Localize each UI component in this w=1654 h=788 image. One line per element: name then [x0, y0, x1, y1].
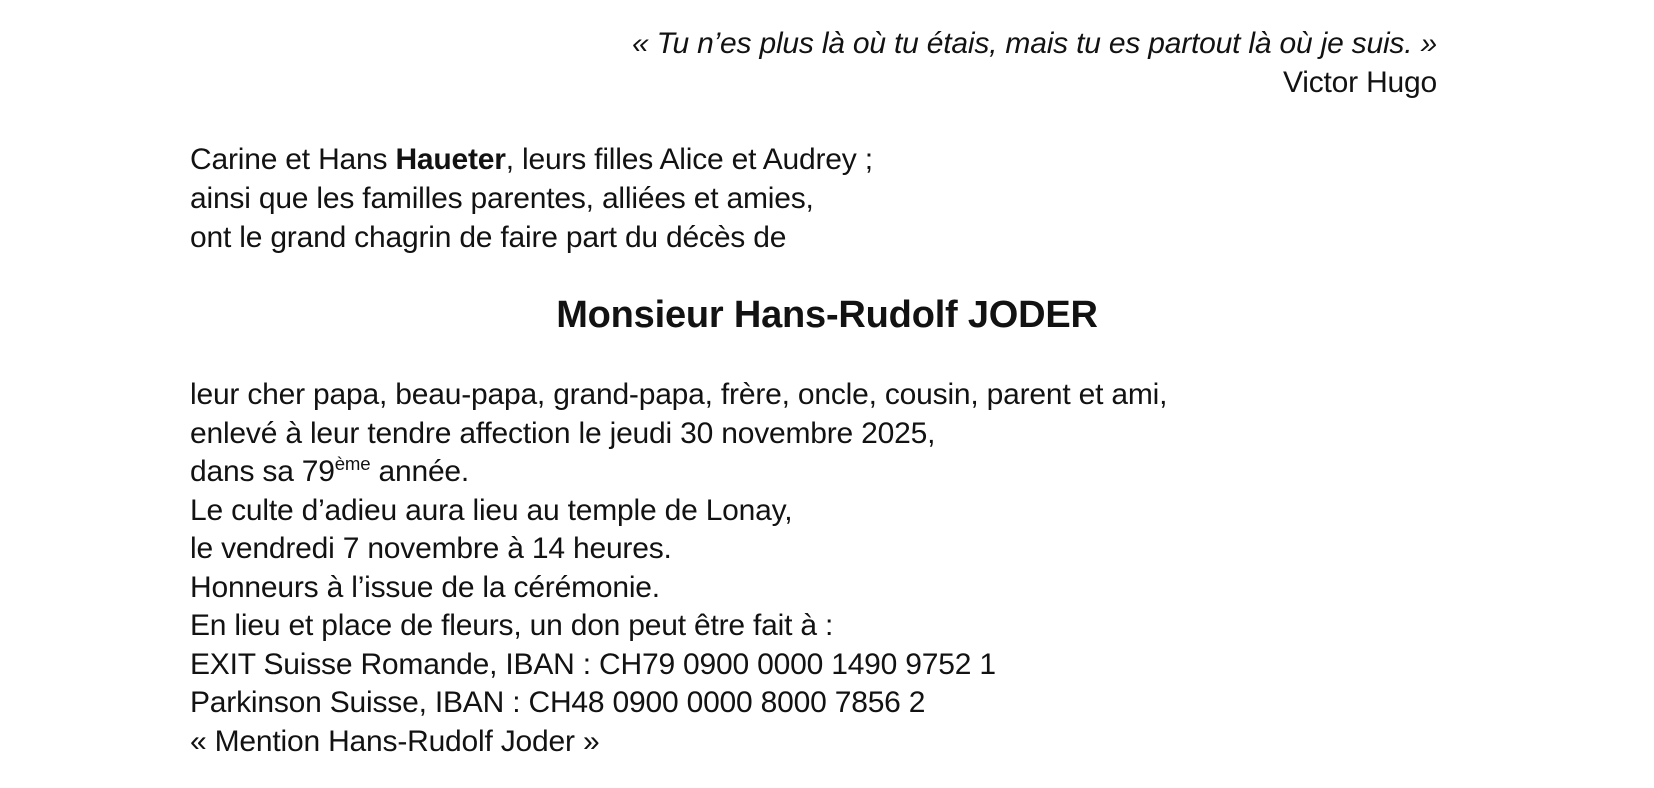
notice-line-death-date: enlevé à leur tendre affection le jeudi 30 novembre 2025,	[190, 416, 936, 450]
epigraph-block	[632, 24, 1437, 102]
notice-line-honors: Honneurs à l’issue de la cérémonie.	[190, 570, 660, 604]
notice-line-announcement: ont le grand chagrin de faire part du décès de	[190, 221, 787, 254]
notice-line-relations: leur cher papa, beau-papa, grand-papa, frère, oncle, cousin, parent et ami,	[190, 378, 1168, 411]
notice-line-donation-parkinson: Parkinson Suisse, IBAN : CH48 0900 0000 8000 7856 2	[190, 686, 926, 719]
notice-line-age	[190, 453, 1167, 492]
notice-line-donation-intro: En lieu et place de fleurs, un don peut être fait à :	[190, 609, 834, 642]
deceased-name-title: Monsieur Hans-Rudolf JODER	[556, 294, 1098, 336]
notice-line-ceremony-date: le vendredi 7 novembre à 14 heures.	[190, 532, 672, 565]
epigraph-author: Victor Hugo	[1283, 66, 1437, 99]
notice-line-ceremony-place: Le culte d’adieu aura lieu au temple de Lonay,	[190, 493, 793, 527]
notice-line-mention: « Mention Hans-Rudolf Joder »	[190, 724, 600, 758]
intro-line1-suffix: , leurs filles Alice et Audrey ;	[505, 143, 873, 176]
family-surname: Haueter	[395, 143, 506, 176]
epigraph-quote: « Tu n’es plus là où tu étais, mais tu es partout là où je suis. »	[631, 27, 1437, 60]
notice-line-relatives: ainsi que les familles parentes, alliées et amies,	[190, 182, 814, 215]
notice-body	[190, 376, 1167, 761]
notice-line-donation-exit: EXIT Suisse Romande, IBAN : CH79 0900 0000 1490 9752 1	[190, 647, 996, 681]
family-intro	[190, 140, 873, 257]
age-line-superscript: ème	[334, 453, 371, 474]
notice-line-family	[190, 140, 873, 179]
age-line-suffix: année.	[370, 455, 470, 488]
intro-line1-prefix: Carine et Hans	[190, 143, 396, 176]
age-line-prefix: dans sa 79	[190, 455, 335, 488]
